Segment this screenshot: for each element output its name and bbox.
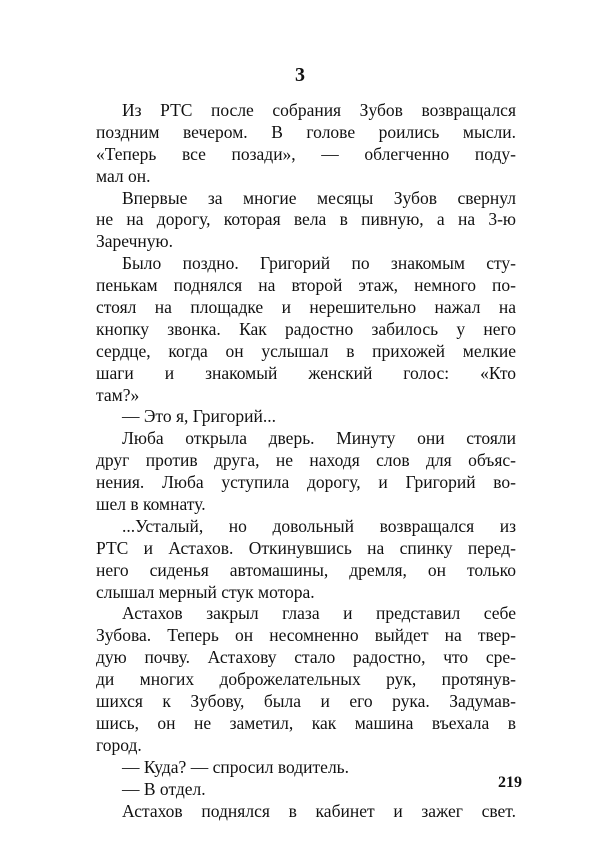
text-line: друг против друга, не находя слов для объяс- [96,450,516,471]
text-line: Было поздно. Григорий по знакомым сту- [122,253,516,274]
text-line: шел в комнату. [96,494,206,515]
text-line: шаги и знакомый женский голос: «Кто [96,362,516,383]
page-number: 219 [498,774,522,791]
text-line: него сиденья автомашины, дремля, он только [96,559,516,580]
text-line: РТС и Астахов. Откинувшись на спинку перед- [96,537,516,558]
text-line: Впервые за многие месяцы Зубов свернул [122,187,516,208]
text-line: поздним вечером. В голове роились мысли. [96,121,516,142]
text-line: сердце, когда он услышал в прихожей мелкие [96,340,516,361]
text-line: Зубова. Теперь он несомненно выйдет на твер- [96,625,516,646]
text-line: дую почву. Астахову стало радостно, что сре- [96,647,516,668]
text-line: не на дорогу, которая вела в пивную, а на 3-ю [96,209,516,230]
text-line: шись, он не заметил, как машина въехала в [96,712,516,733]
text-line: нения. Люба уступила дорогу, и Григорий во- [96,472,516,493]
text-line: слышал мерный стук мотора. [96,581,315,602]
body-text [96,100,516,822]
text-line: ...Усталый, но довольный возвращался из [122,515,516,536]
text-line: пенькам поднялся на второй этаж, немного по- [96,275,516,296]
chapter-number: 3 [295,64,305,86]
text-line: стоял на площадке и нерешительно нажал на [96,297,516,318]
text-line: город. [96,734,142,755]
text-line: «Теперь все позади», — облегченно поду- [96,143,516,164]
text-line: Астахов поднялся в кабинет и зажег свет. [122,800,516,821]
text-line: — В отдел. [122,778,206,799]
text-line: шихся к Зубову, была и его рука. Задумав- [96,691,516,712]
text-line: Заречную. [96,231,173,252]
text-line: мал он. [96,165,151,186]
text-line: ди многих доброжелательных рук, протянув- [96,669,516,690]
text-line: кнопку звонка. Как радостно забилось у него [96,318,516,339]
text-line: — Куда? — спросил водитель. [122,756,350,777]
text-line: там?» [96,384,140,405]
text-line: Из РТС после собрания Зубов возвращался [122,100,516,120]
text-line: Люба открыла дверь. Минуту они стояли [122,428,516,449]
text-line: Астахов закрыл глаза и представил себе [122,603,516,624]
text-line: — Это я, Григорий... [122,406,276,427]
